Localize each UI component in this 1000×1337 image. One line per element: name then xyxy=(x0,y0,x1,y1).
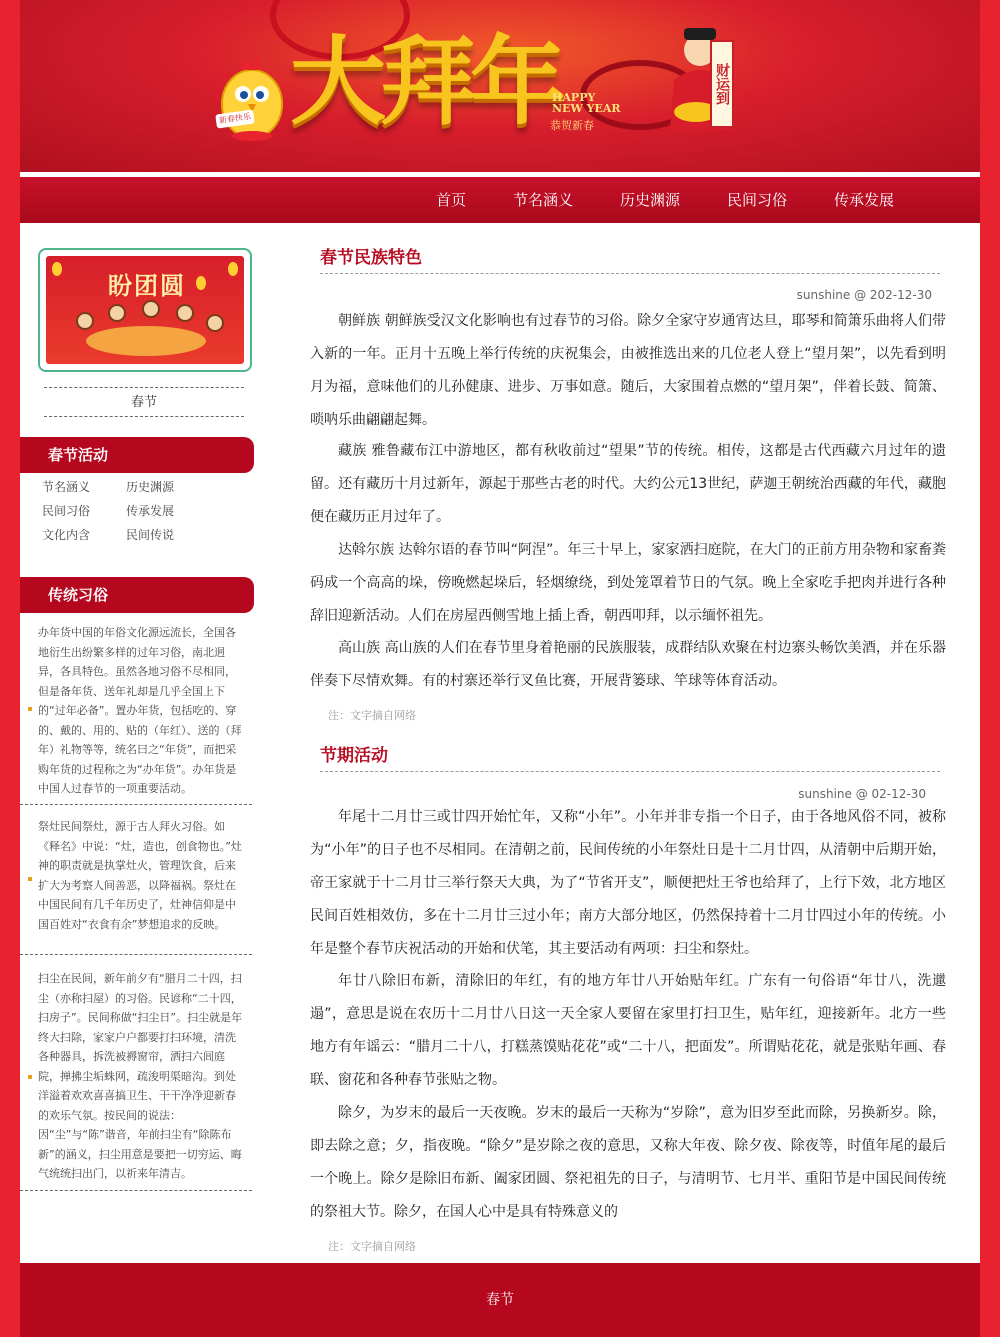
thumbnail-title: 盼团圆 xyxy=(108,271,186,300)
article1-paragraph: 朝鲜族 朝鲜族受汉文化影响也有过春节的习俗。除夕全家守岁通宵达旦，耶琴和简箫乐曲将人们带入新的一年。正月十五晚上举行传统的庆祝集会，由被推选出来的几位老人登上“望月架”，以先看到明月为福，意味他们的儿孙健康、进步、万事如意。随后，大家围着点燃的“望月架”，伴着长鼓、简箫、唢呐乐曲翩翩起舞。 xyxy=(310,313,946,428)
hny-line2: NEW YEAR xyxy=(552,102,621,115)
person-icon xyxy=(108,304,126,322)
link-festival-meaning[interactable]: 节名涵义 xyxy=(42,480,91,494)
customs-heading: 传统习俗 xyxy=(20,577,254,613)
bullet-icon xyxy=(28,707,32,711)
article1-paragraph: 达斡尔族 达斡尔语的春节叫“阿涅”。年三十早上，家家洒扫庭院，在大门的正前方用杂物和家畜粪码成一个高高的垛，傍晚燃起垛后，轻烟缭绕，到处笼罩着节日的气氛。晚上全家吃手把肉并进行各种辞旧迎新活动。人们在房屋西侧雪地上插上香，朝西叩拜，以示缅怀祖先。 xyxy=(310,542,946,624)
article2-paragraph: 年廿八除旧布新，清除旧的年红，有的地方年廿八开始贴年红。广东有一句俗语“年廿八，洗邋遢”，意思是说在农历十二月廿八日这一天全家人要留在家里打扫卫生，贴年红，迎接新年。北方一些地方有年谣云：“腊月二十八，打糕蒸馍贴花花”或“二十八，把面发”。所谓贴花花，就是张贴年画、春联、窗花和各种春节张贴之物。 xyxy=(310,973,946,1088)
main-nav xyxy=(20,177,980,223)
bullet-icon xyxy=(28,1075,32,1079)
hny-line1: HAPPY xyxy=(552,91,596,104)
nav-festival-meaning[interactable]: 节名涵义 xyxy=(513,191,574,209)
nav-heritage[interactable]: 传承发展 xyxy=(834,191,895,209)
custom-text: 办年货中国的年俗文化源远流长，全国各地衍生出纷繁多样的过年习俗，南北迥异，各具特色。虽然各地习俗不尽相同，但是备年货、送年礼却是几乎全国上下的“过年必备”。置办年货，包括吃的、穿的、戴的、用的、贴的（年红）、送的（拜年）礼物等等，统名曰之“年货”，而把采购年货的过程称之为“办年货”。办年货是中国人过春节的一项重要活动。 xyxy=(38,626,242,795)
article2-title: 节期活动 xyxy=(320,746,388,766)
divider xyxy=(320,771,940,772)
link-customs[interactable]: 民间习俗 xyxy=(42,504,91,518)
article1-title: 春节民族特色 xyxy=(320,248,422,268)
article1-paragraph: 高山族 高山族的人们在春节里身着艳丽的民族服装，成群结队欢聚在村边寨头畅饮美酒，并在乐器伴奏下尽情欢舞。有的村寨还举行叉鱼比赛，开展背篓球、竿球等体育活动。 xyxy=(310,640,946,689)
fortune-scroll: 财运到 xyxy=(710,40,734,128)
article1-paragraph: 藏族 雅鲁藏布江中游地区，都有秋收前过“望果”节的传统。相传，这都是古代西藏六月过年的遗留。还有藏历十月过新年，源起于那些古老的时代。大约公元13世纪，萨迦王朝统治西藏的年代，藏胞便在藏历正月过年了。 xyxy=(310,443,946,525)
banner-title: 大拜年 xyxy=(290,25,560,138)
thumbnail-image xyxy=(46,256,244,364)
custom-text: 扫尘在民间，新年前夕有“腊月二十四，扫尘（亦称扫屋）的习俗。民谚称“二十四，扫房子”。民间称做“扫尘日”。扫尘就是年终大扫除，家家户户都要打扫环境，清洗各种器具，拆洗被褥窗帘，洒扫六闾庭院，掸拂尘垢蛛网，疏浚明渠暗沟。到处洋溢着欢欢喜喜搞卫生、干干净净迎新春的欢乐气氛。按民间的说法：因“尘”与“陈”谐音，年前扫尘有“除陈布新”的涵义，扫尘用意是要把一切穷运、晦气统统扫出门，以祈来年清吉。 xyxy=(38,972,243,1180)
link-heritage[interactable]: 传承发展 xyxy=(126,504,175,518)
chick-tag: 新春快乐 xyxy=(215,109,255,128)
person-icon xyxy=(176,304,194,322)
reunion-thumbnail[interactable] xyxy=(38,248,252,372)
greeting-text: 恭贺新春 xyxy=(550,119,594,132)
article1-note: 注：文字摘自网络 xyxy=(328,709,416,722)
custom-text: 祭灶民间祭灶，源于古人拜火习俗。如《释名》中说：“灶，造也，创食物也。”灶神的职责就是执掌灶火，管理饮食，后来扩大为考察人间善恶，以降福祸。祭灶在中国民间有几千年历史了，灶神信仰是中国百姓对“衣食有余”梦想追求的反映。 xyxy=(38,820,242,931)
lantern-icon xyxy=(228,262,238,276)
activities-heading: 春节活动 xyxy=(20,437,254,473)
article2-paragraph: 除夕，为岁末的最后一天夜晚。岁末的最后一天称为“岁除”，意为旧岁至此而除，另换新岁。除，即去除之意；夕，指夜晚。“除夕”是岁除之夜的意思，又称大年夜、除夕夜、除夜等，时值年尾的最后一个晚上。除夕是除旧布新、阖家团圆、祭祀祖先的日子，与清明节、七月半、重阳节是中国民间传统的祭祖大节。除夕，在国人心中是具有特殊意义的 xyxy=(310,1105,946,1220)
footer: 春节 xyxy=(20,1263,980,1337)
link-legends[interactable]: 民间传说 xyxy=(126,528,175,542)
custom-item-jizao[interactable] xyxy=(20,811,252,955)
bullet-icon xyxy=(28,877,32,881)
activities-links xyxy=(42,475,210,547)
lantern-icon xyxy=(196,276,206,290)
header-banner xyxy=(20,0,980,172)
article2-meta: sunshine @ 02-12-30 xyxy=(798,787,926,801)
article2-paragraph: 年尾十二月廿三或廿四开始忙年，又称“小年”。小年并非专指一个日子，由于各地风俗不同，被称为“小年”的日子也不尽相同。在清朝之前，民间传统的小年祭灶日是十二月廿四，从清朝中后期开始，帝王家就于十二月廿三举行祭天大典，为了“节省开支”，顺便把灶王爷也给拜了，上行下效，北方地区民间百姓相效仿，多在十二月廿三过小年；南方大部分地区，仍然保持着十二月廿四过小年的传统。小年是整个春节庆祝活动的开始和伏笔，其主要活动有两项：扫尘和祭灶。 xyxy=(310,809,946,957)
person-icon xyxy=(76,312,94,330)
dinner-table xyxy=(86,326,206,356)
custom-item-nianhuo[interactable] xyxy=(20,617,252,805)
fortune-god-icon xyxy=(660,20,750,140)
chick-mascot-icon xyxy=(216,52,288,142)
person-icon xyxy=(206,314,224,332)
custom-item-saochen[interactable] xyxy=(20,963,252,1191)
happy-new-year-text xyxy=(552,92,621,114)
thumbnail-caption[interactable]: 春节 xyxy=(44,387,244,417)
link-history[interactable]: 历史渊源 xyxy=(126,480,175,494)
divider xyxy=(320,273,940,274)
person-icon xyxy=(142,300,160,318)
nav-customs[interactable]: 民间习俗 xyxy=(727,191,788,209)
nav-home[interactable]: 首页 xyxy=(436,191,467,209)
article2-note: 注：文字摘自网络 xyxy=(328,1240,416,1253)
link-culture[interactable]: 文化内含 xyxy=(42,528,91,542)
nav-history[interactable]: 历史渊源 xyxy=(620,191,681,209)
lantern-icon xyxy=(52,262,62,276)
article1-meta: sunshine @ 202-12-30 xyxy=(796,288,932,302)
page xyxy=(20,0,980,1337)
